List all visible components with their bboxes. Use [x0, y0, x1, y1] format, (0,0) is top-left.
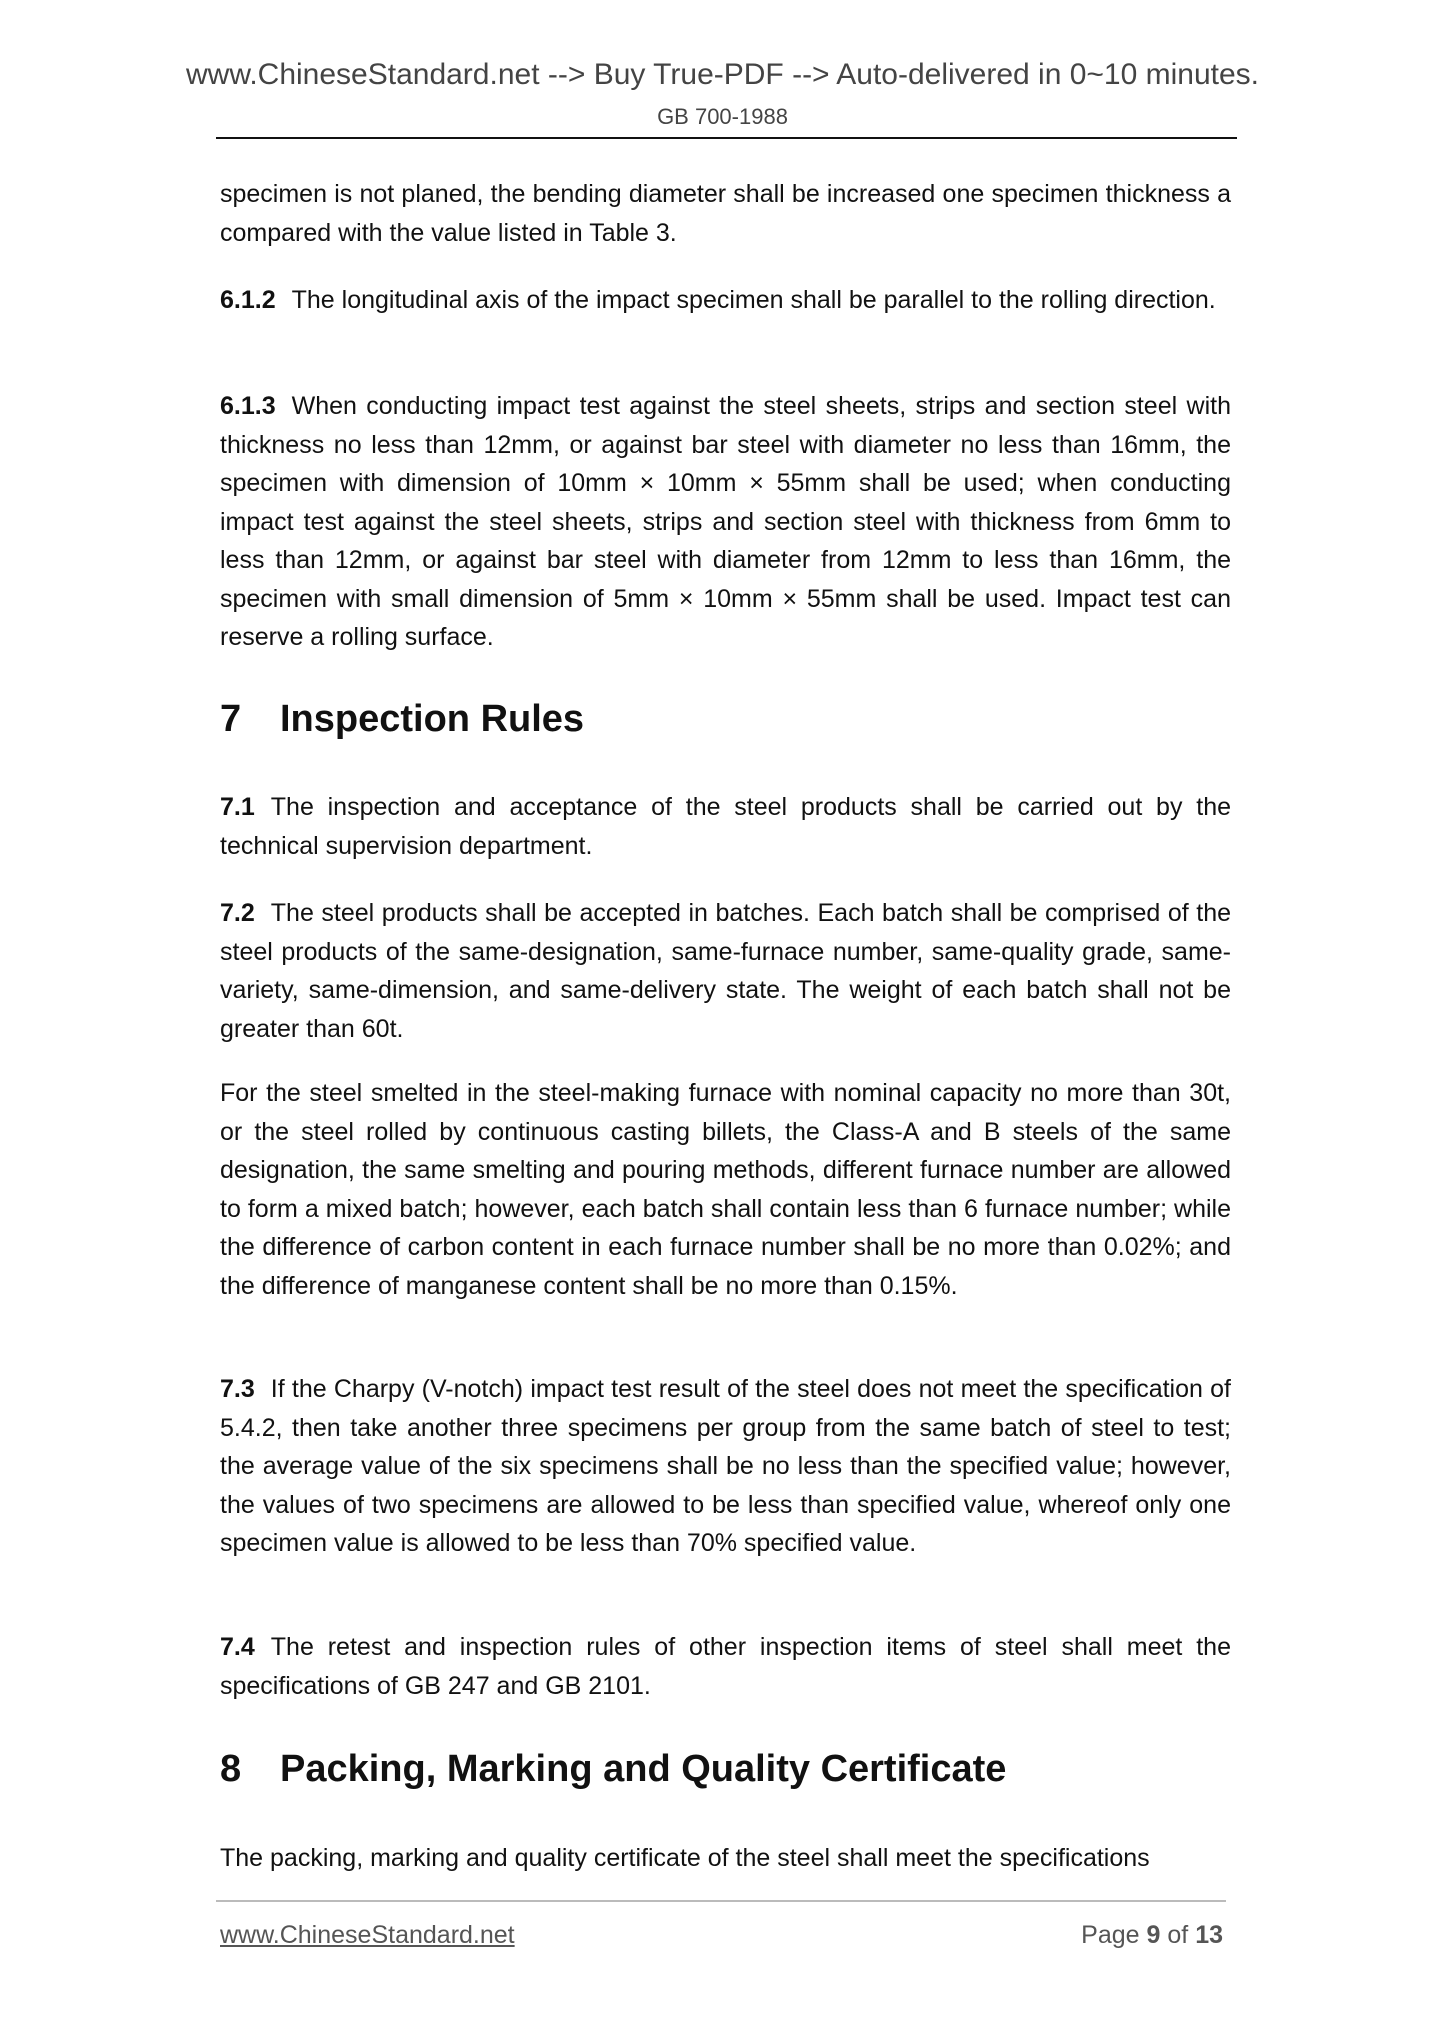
heading-number: 7: [220, 698, 242, 740]
section-text: The retest and inspection rules of other inspection items of steel shall meet the specifications of GB 247 and GB 2101.: [220, 1633, 1231, 1700]
section-text: The inspection and acceptance of the steel products shall be carried out by the technical supervision department.: [220, 793, 1231, 860]
section-number: 7.1: [220, 793, 255, 821]
page-total: 13: [1195, 1921, 1223, 1949]
section-7-1: [220, 788, 1231, 865]
footer-link[interactable]: www.ChineseStandard.net: [220, 1921, 515, 1949]
section-text: The longitudinal axis of the impact specimen shall be parallel to the rolling direction.: [291, 286, 1216, 314]
paragraph: For the steel smelted in the steel-making furnace with nominal capacity no more than 30t, or the steel rolled by continuous casting billets, the Class-A and B steels of the same designation, the same smelting and pouring methods, different furnace number are allowed to form a mixed batch; however, each batch shall contain less than 6 furnace number; while the difference of carbon content in each furnace number shall be no more than 0.02%; and the difference of manganese content shall be no more than 0.15%.: [220, 1079, 1231, 1300]
paragraph: The packing, marking and quality certificate of the steel shall meet the specifications: [220, 1844, 1150, 1872]
page-of: of: [1167, 1921, 1189, 1949]
section-number: 7.3: [220, 1375, 255, 1403]
section-number: 6.1.2: [220, 286, 276, 314]
page-label: Page: [1081, 1921, 1140, 1949]
heading-title: Inspection Rules: [280, 698, 585, 740]
section-number: 6.1.3: [220, 392, 276, 420]
heading-8: [220, 1748, 1006, 1791]
footer-divider: [216, 1900, 1226, 1902]
section-text: If the Charpy (V-notch) impact test result of the steel does not meet the specification of 5.4.2, then take another three specimens per group from the same batch of steel to test; the average value of the six specimens shall be no less than the specified value; however, the values of two specimens are allowed to be less than specified value, whereof only one specimen value is allowed to be less than 70% specified value.: [220, 1375, 1231, 1557]
section-text: The steel products shall be accepted in batches. Each batch shall be comprised of the steel products of the same-designation, same-furnace number, same-quality grade, same-variety, same-dimension, and same-delivery state. The weight of each batch shall not be greater than 60t.: [220, 899, 1231, 1043]
page-number: 9: [1146, 1921, 1161, 1949]
section-7-2: [220, 894, 1231, 1048]
section-number: 7.2: [220, 899, 255, 927]
heading-7: [220, 698, 584, 741]
paragraph: specimen is not planed, the bending diameter shall be increased one specimen thickness a compared with the value listed in Table 3.: [220, 180, 1231, 247]
heading-title: Packing, Marking and Quality Certificate: [280, 1748, 1007, 1790]
section-number: 7.4: [220, 1633, 255, 1661]
document-id: GB 700-1988: [657, 104, 788, 129]
section-7-4: [220, 1628, 1231, 1705]
page-indicator: [1081, 1921, 1223, 1950]
section-6-1-2: [220, 281, 1231, 320]
header-banner: www.ChineseStandard.net --> Buy True-PDF --> Auto-delivered in 0~10 minutes.: [185, 58, 1260, 91]
section-7-3: [220, 1370, 1231, 1563]
section-6-1-3: [220, 387, 1231, 657]
heading-number: 8: [220, 1748, 242, 1790]
section-text: When conducting impact test against the steel sheets, strips and section steel with thickness no less than 12mm, or against bar steel with diameter no less than 16mm, the specimen with dimension of 10mm × 10mm × 55mm shall be used; when conducting impact test against the steel sheets, strips and section steel with thickness from 6mm to less than 12mm, or against bar steel with diameter from 12mm to less than 16mm, the specimen with small dimension of 5mm × 10mm × 55mm shall be used. Impact test can reserve a rolling surface.: [220, 392, 1231, 651]
header-divider: [216, 137, 1237, 139]
